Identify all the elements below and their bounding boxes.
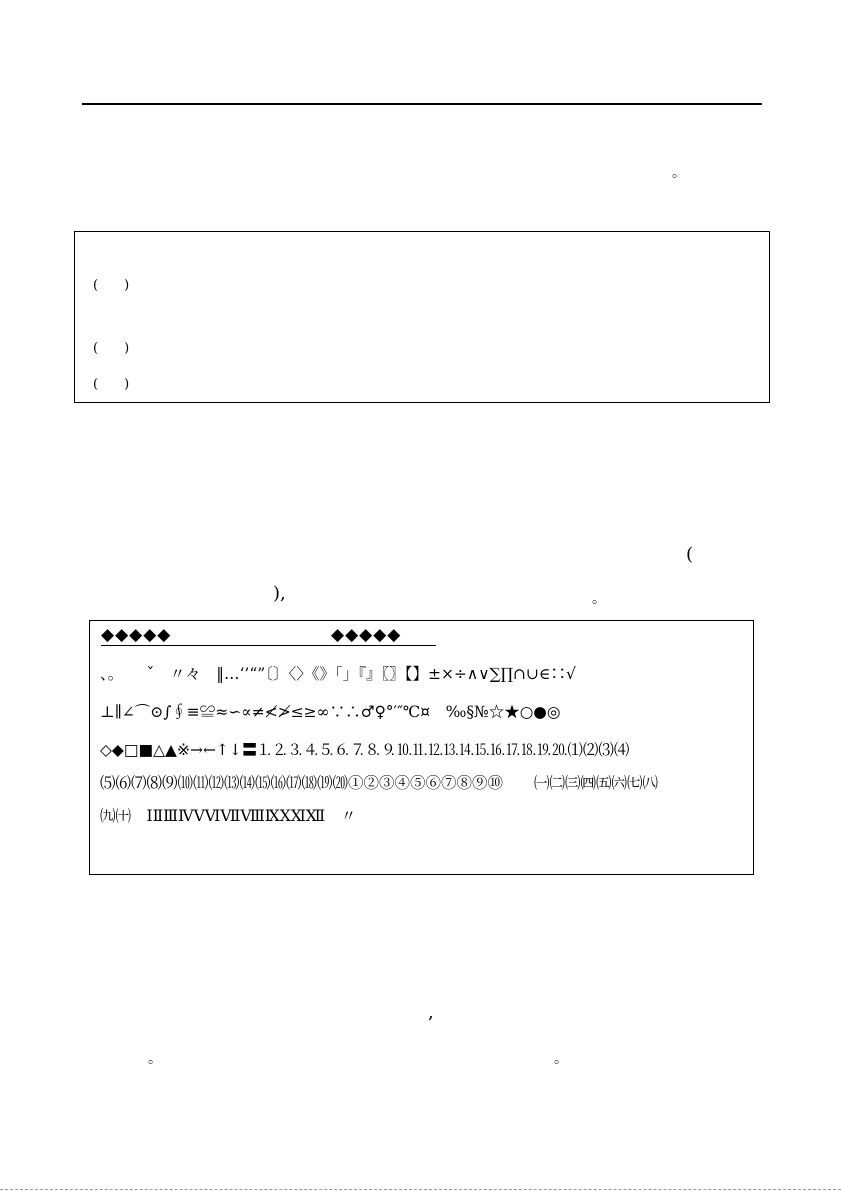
header-rule (82, 103, 762, 105)
heading-diamonds-left: ◆◆◆◆◆ (101, 625, 172, 645)
symbol-row-5: ㈨㈩ ⅠⅡⅢⅣⅤⅥⅦⅧⅨⅩⅪⅫ 〃 (100, 807, 357, 825)
symbol-row-1: 、。 ˇ 〃々 ‖…‘’“”〔〕〈〉《》「」『』〖〗【】±×÷∧∨∑∏∩∪∈∷√ (100, 665, 576, 683)
blank-parenthesis-3: ( ) (93, 377, 130, 392)
symbol-row-4: ⑸⑹⑺⑻⑼⑽⑾⑿⒀⒁⒂⒃⒄⒅⒆⒇①②③④⑤⑥⑦⑧⑨⑩ ㈠㈡㈢㈣㈤㈥㈦㈧ (100, 774, 659, 792)
blank-parenthesis-2: ( ) (93, 341, 130, 356)
blank-parenthesis-1: ( ) (93, 278, 130, 293)
heading-underline (101, 645, 436, 646)
period-mark: 。 (148, 1051, 162, 1067)
comma-mark: , (428, 1002, 434, 1023)
close-parenthesis-comma: ), (273, 583, 286, 604)
symbol-row-3: ◇◆□■△▲※→←↑↓〓⒈⒉⒊⒋⒌⒍⒎⒏⒐⒑⒒⒓⒔⒕⒖⒗⒘⒙⒚⒛⑴⑵⑶⑷ (100, 741, 630, 759)
answer-box (74, 231, 770, 403)
symbol-row-2: ⊥∥∠⌒⊙∫∮≡≌≈∽∝≠≮≯≤≥∞∵∴♂♀°′″℃¤ ‰§№☆★○●◎ (100, 703, 561, 721)
period-mark: 。 (554, 1051, 568, 1067)
heading-diamonds-right: ◆◆◆◆◆ (331, 625, 402, 645)
period-mark: 。 (592, 591, 606, 607)
period-mark: 。 (672, 165, 686, 181)
open-parenthesis: ( (686, 544, 694, 565)
